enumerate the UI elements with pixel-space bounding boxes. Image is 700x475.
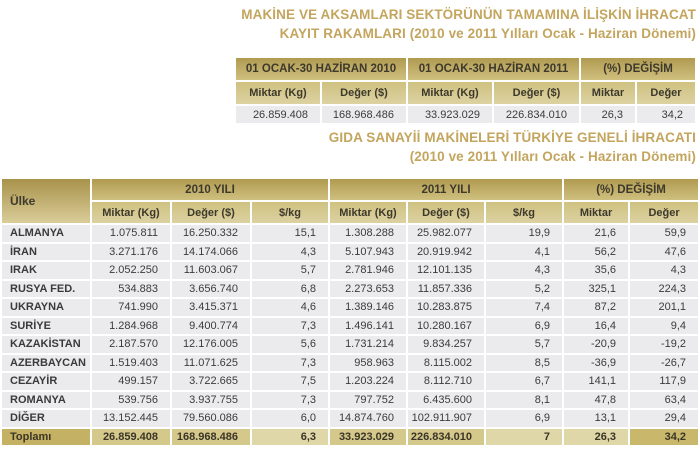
summary-value-cell: 26.859.408 [236,106,320,123]
value-cell: 741.990 [92,299,170,316]
value-cell: 1.389.146 [330,299,406,316]
value-cell: 1.203.224 [330,373,406,390]
summary-table [234,56,697,125]
value-cell: 8,5 [486,355,562,372]
value-cell: 19,9 [486,225,562,242]
column-subheader: Miktar [564,202,628,223]
value-cell: 3.722.665 [172,373,250,390]
value-cell: 16.250.332 [172,225,250,242]
total-value-cell: 34,2 [630,429,698,446]
value-cell: 958.963 [330,355,406,372]
table-row [2,318,698,335]
value-cell: 1.731.214 [330,336,406,353]
value-cell: 13.152.445 [92,410,170,427]
value-cell: 4,3 [486,262,562,279]
country-cell: RUSYA FED. [2,281,90,298]
value-cell: 141,1 [564,373,628,390]
value-cell: 1.075.811 [92,225,170,242]
value-cell: 6,8 [252,281,328,298]
value-cell: 7,5 [252,373,328,390]
country-column-header: Ülke [2,179,90,223]
table-row [2,244,698,261]
detail-table [0,177,700,447]
column-subheader: $/kg [486,202,562,223]
summary-subheader: Miktar (Kg) [408,82,492,104]
food-machinery-title-line2: (2010 ve 2011 Yılları Ocak - Haziran Dönemi) [409,149,696,164]
value-cell: 4,6 [252,299,328,316]
summary-value-cell: 26,3 [581,106,635,123]
total-value-cell: 26.859.408 [92,429,170,446]
value-cell: 8.112.710 [408,373,484,390]
table-row [2,392,698,409]
value-cell: 224,3 [630,281,698,298]
value-cell: 9,4 [630,318,698,335]
country-cell: SURİYE [2,318,90,335]
column-subheader: Değer ($) [172,202,250,223]
value-cell: 6,0 [252,410,328,427]
value-cell: 8.115.002 [408,355,484,372]
column-subheader: Değer ($) [408,202,484,223]
value-cell: 797.752 [330,392,406,409]
country-cell: ALMANYA [2,225,90,242]
summary-subheader: Miktar [581,82,635,104]
value-cell: 14.874.760 [330,410,406,427]
value-cell: 10.280.167 [408,318,484,335]
total-value-cell: 26,3 [564,429,628,446]
change-group-header: (%) DEĞİŞİM [564,179,698,200]
summary-value-cell: 168.968.486 [322,106,406,123]
value-cell: 6,9 [486,318,562,335]
value-cell: 1.496.141 [330,318,406,335]
value-cell: 5,7 [486,336,562,353]
value-cell: 16,4 [564,318,628,335]
value-cell: 29,4 [630,410,698,427]
value-cell: 12.101.135 [408,262,484,279]
machine-sector-title-line1: MAKİNE VE AKSAMLARI SEKTÖRÜNÜN TAMAMINA İLİŞKİN İHRACAT [241,7,696,22]
value-cell: 9.400.774 [172,318,250,335]
value-cell: 1.519.403 [92,355,170,372]
summary-value-row [236,106,695,123]
summary-value-cell: 226.834.010 [494,106,579,123]
value-cell: 534.883 [92,281,170,298]
summary-value-cell: 34,2 [637,106,695,123]
value-cell: 6.435.600 [408,392,484,409]
value-cell: 25.982.077 [408,225,484,242]
summary-subheader: Miktar (Kg) [236,82,320,104]
country-cell: AZERBAYCAN [2,355,90,372]
value-cell: 7,3 [252,392,328,409]
value-cell: 12.176.005 [172,336,250,353]
value-cell: 7,3 [252,318,328,335]
value-cell: 201,1 [630,299,698,316]
value-cell: 3.937.755 [172,392,250,409]
summary-group-2011: 01 OCAK-30 HAZİRAN 2011 [408,58,579,80]
year-group-2010: 2010 YILI [92,179,328,200]
table-row [2,410,698,427]
value-cell: 4,3 [630,262,698,279]
summary-group-change: (%) DEĞİŞİM [581,58,695,80]
country-cell: İRAN [2,244,90,261]
country-cell: DİĞER [2,410,90,427]
value-cell: 87,2 [564,299,628,316]
machine-sector-title [241,5,696,43]
value-cell: 4,1 [486,244,562,261]
value-cell: 59,9 [630,225,698,242]
value-cell: -20,9 [564,336,628,353]
summary-subheader: Değer ($) [322,82,406,104]
value-cell: 9.834.257 [408,336,484,353]
value-cell: 5.107.943 [330,244,406,261]
summary-group-header-row [236,58,695,80]
value-cell: 3.656.740 [172,281,250,298]
value-cell: 7,3 [252,355,328,372]
value-cell: 35,6 [564,262,628,279]
column-subheader: Değer [630,202,698,223]
value-cell: 1.284.968 [92,318,170,335]
year-group-2011: 2011 YILI [330,179,562,200]
summary-subheader: Değer ($) [494,82,579,104]
table-row [2,373,698,390]
value-cell: 325,1 [564,281,628,298]
total-row [2,429,698,446]
value-cell: 3.415.371 [172,299,250,316]
value-cell: -26,7 [630,355,698,372]
value-cell: 11.603.067 [172,262,250,279]
food-machinery-title-line1: GIDA SANAYİİ MAKİNELERİ TÜRKİYE GENELİ İHRACATI [328,130,696,145]
summary-value-cell: 33.923.029 [408,106,492,123]
value-cell: 1.308.288 [330,225,406,242]
value-cell: 5,2 [486,281,562,298]
summary-subheader-row [236,82,695,104]
country-cell: IRAK [2,262,90,279]
value-cell: 2.187.570 [92,336,170,353]
column-subheader: Miktar (Kg) [92,202,170,223]
total-value-cell: 7 [486,429,562,446]
value-cell: 4,3 [252,244,328,261]
total-value-cell: 33.923.029 [330,429,406,446]
country-cell: KAZAKİSTAN [2,336,90,353]
value-cell: 499.157 [92,373,170,390]
value-cell: -36,9 [564,355,628,372]
value-cell: 47,8 [564,392,628,409]
value-cell: 5,6 [252,336,328,353]
value-cell: 56,2 [564,244,628,261]
value-cell: 10.283.875 [408,299,484,316]
column-subheader: $/kg [252,202,328,223]
total-value-cell: 168.968.486 [172,429,250,446]
detail-subheader-row [2,202,698,223]
value-cell: 15,1 [252,225,328,242]
value-cell: 7,4 [486,299,562,316]
value-cell: 6,7 [486,373,562,390]
value-cell: 2.052.250 [92,262,170,279]
column-subheader: Miktar (Kg) [330,202,406,223]
value-cell: 117,9 [630,373,698,390]
summary-group-2010: 01 OCAK-30 HAZİRAN 2010 [236,58,406,80]
value-cell: 47,6 [630,244,698,261]
summary-subheader: Değer [637,82,695,104]
value-cell: 13,1 [564,410,628,427]
value-cell: 539.756 [92,392,170,409]
value-cell: 11.071.625 [172,355,250,372]
total-label-cell: Toplamı [2,429,90,446]
value-cell: 11.857.336 [408,281,484,298]
value-cell: 3.271.176 [92,244,170,261]
table-row [2,299,698,316]
total-value-cell: 226.834.010 [408,429,484,446]
table-row [2,262,698,279]
value-cell: -19,2 [630,336,698,353]
value-cell: 2.781.946 [330,262,406,279]
food-machinery-title [329,128,696,166]
value-cell: 2.273.653 [330,281,406,298]
value-cell: 8,1 [486,392,562,409]
table-row [2,281,698,298]
table-row [2,225,698,242]
value-cell: 20.919.942 [408,244,484,261]
value-cell: 63,4 [630,392,698,409]
value-cell: 5,7 [252,262,328,279]
machine-sector-title-line2: KAYIT RAKAMLARI (2010 ve 2011 Yılları Ocak - Haziran Dönemi) [279,26,696,41]
table-row [2,336,698,353]
value-cell: 21,6 [564,225,628,242]
country-cell: UKRAYNA [2,299,90,316]
country-cell: ROMANYA [2,392,90,409]
total-value-cell: 6,3 [252,429,328,446]
country-cell: CEZAYİR [2,373,90,390]
value-cell: 6,9 [486,410,562,427]
value-cell: 14.174.066 [172,244,250,261]
table-row [2,355,698,372]
value-cell: 79.560.086 [172,410,250,427]
detail-group-header-row [2,179,698,200]
value-cell: 102.911.907 [408,410,484,427]
